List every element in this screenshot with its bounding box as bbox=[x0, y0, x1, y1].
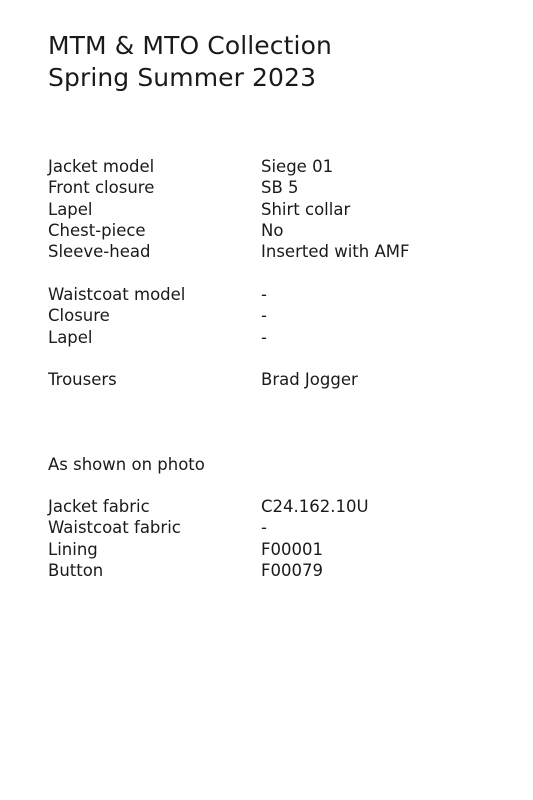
spec-row-waistcoat-model bbox=[48, 284, 508, 305]
spec-value: Brad Jogger bbox=[261, 370, 358, 389]
spec-label: Front closure bbox=[48, 178, 155, 198]
spec-label: Closure bbox=[48, 306, 110, 326]
spec-value: SB 5 bbox=[261, 178, 299, 198]
spec-value: F00079 bbox=[261, 560, 323, 580]
title-line-1: MTM & MTO Collection bbox=[48, 31, 332, 60]
spec-row-waistcoat-lapel bbox=[48, 327, 508, 348]
spec-value: Inserted with AMF bbox=[261, 242, 410, 261]
spec-label: Button bbox=[48, 560, 104, 580]
spec-row-lining bbox=[48, 539, 508, 560]
page-title bbox=[48, 30, 332, 94]
spec-value: Shirt collar bbox=[261, 199, 351, 219]
spec-label: Lining bbox=[48, 539, 98, 559]
spec-row-lapel bbox=[48, 199, 508, 220]
spec-label: Jacket model bbox=[48, 157, 155, 176]
spec-label: Waistcoat model bbox=[48, 285, 186, 304]
spec-value: - bbox=[261, 518, 267, 538]
spec-value: No bbox=[261, 220, 284, 240]
spec-value: C24.162.10U bbox=[261, 497, 369, 516]
spec-label: Trousers bbox=[48, 370, 117, 389]
jacket-spec-section bbox=[48, 156, 508, 262]
trousers-spec-section bbox=[48, 369, 508, 390]
spec-row-trousers bbox=[48, 369, 508, 390]
spec-row-jacket-fabric bbox=[48, 496, 508, 517]
spec-row-chest-piece bbox=[48, 220, 508, 241]
spec-label: Waistcoat fabric bbox=[48, 518, 181, 538]
spec-value: - bbox=[261, 327, 267, 347]
spec-row-waistcoat-fabric bbox=[48, 517, 508, 538]
spec-value: - bbox=[261, 306, 267, 326]
spec-label: Lapel bbox=[48, 199, 93, 219]
title-line-2: Spring Summer 2023 bbox=[48, 63, 317, 92]
waistcoat-spec-section bbox=[48, 284, 508, 348]
spec-value: F00001 bbox=[261, 539, 323, 559]
spec-row-jacket-model bbox=[48, 156, 508, 177]
fabric-spec-section bbox=[48, 496, 508, 581]
spec-row-closure bbox=[48, 305, 508, 326]
spec-row-front-closure bbox=[48, 177, 508, 198]
spec-value: Siege 01 bbox=[261, 157, 334, 176]
spec-label: Sleeve-head bbox=[48, 242, 151, 261]
spec-label: Jacket fabric bbox=[48, 497, 150, 516]
spec-label: Chest-piece bbox=[48, 220, 146, 240]
spec-row-button bbox=[48, 560, 508, 581]
spec-label: Lapel bbox=[48, 327, 93, 347]
spec-row-sleeve-head bbox=[48, 241, 508, 262]
spec-value: - bbox=[261, 285, 267, 304]
as-shown-note: As shown on photo bbox=[48, 455, 205, 474]
